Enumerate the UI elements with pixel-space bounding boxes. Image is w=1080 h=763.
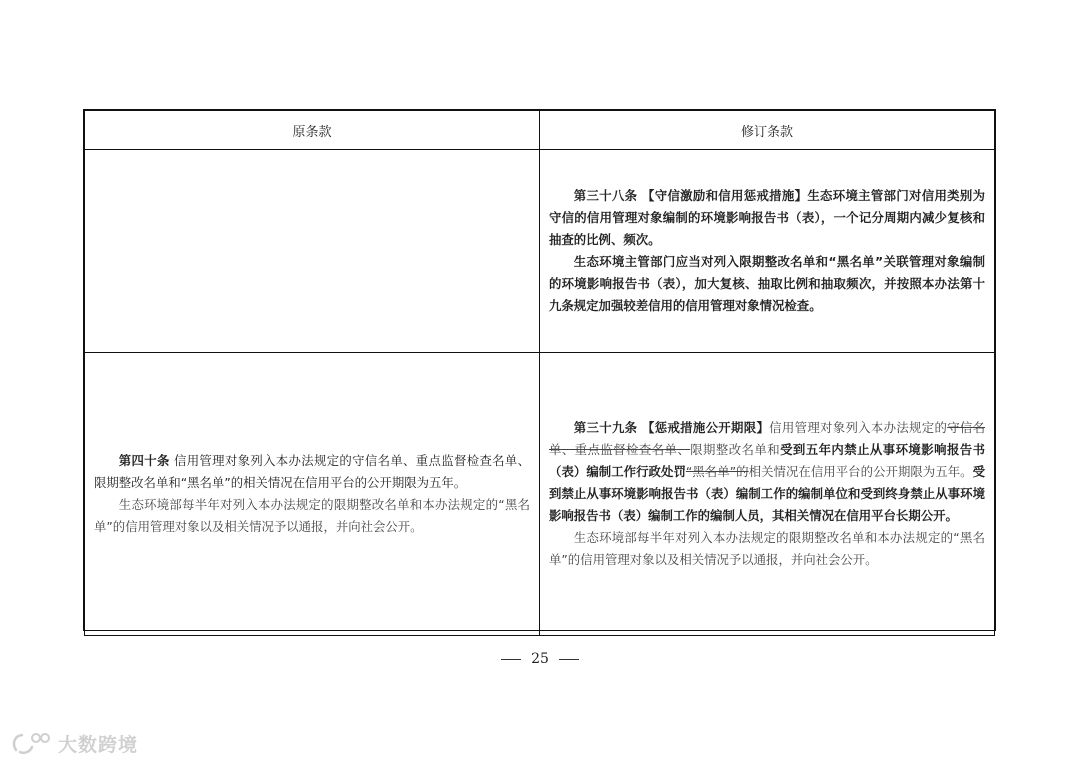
table-row (85, 353, 995, 636)
watermark-text: 大数跨境 (58, 733, 139, 756)
page-number: 25 (531, 651, 549, 667)
article-39-inserted-text-2: 受到禁止从事环境影响报告书（表）编制工作的编制单位和受到终身禁止从事环境影响报告书（表）编制工作的编制人员，其相关情况在信用平台长期公开。 (549, 464, 986, 523)
article-39-text-c: 相关情况在信用平台的公开期限为五年。 (748, 464, 973, 479)
article-39-deleted-text-2: “黑名单”的 (685, 464, 749, 479)
article-39-deleted-text-1: 守信名单、重点监督检查名单、 (549, 420, 986, 457)
row2-revised-cell (540, 353, 995, 636)
article-39-inserted-text-1: 受到五年内禁止从事环境影响报告书（表）编制工作行政处罚 (549, 442, 986, 479)
row1-revised-cell (540, 150, 995, 353)
brand-logo-icon (10, 730, 54, 756)
article-38-paragraph-1 (549, 185, 985, 251)
comparison-table-container (83, 109, 996, 631)
watermark (10, 728, 138, 758)
row2-original-cell (85, 353, 540, 636)
row1-original-cell (85, 150, 540, 353)
page-footer (0, 651, 1080, 667)
article-40-paragraph-1 (94, 450, 530, 494)
article-40-heading: 第四十条 (118, 453, 170, 468)
footer-dash-right (559, 659, 579, 660)
header-original-clauses: 原条款 (85, 111, 540, 150)
table-row (85, 150, 995, 353)
comparison-table (84, 110, 995, 636)
header-revised-clauses: 修订条款 (540, 111, 995, 150)
article-39-paragraph-1 (549, 417, 985, 527)
article-38-text: 生态环境主管部门对信用类别为守信的信用管理对象编制的环境影响报告书（表），一个记分周期内减少复核和抽查的比例、频次。 (549, 188, 985, 247)
article-40-paragraph-2: 生态环境部每半年对列入本办法规定的限期整改名单和本办法规定的“黑名单”的信用管理对象以及相关情况予以通报，并向社会公开。 (94, 497, 530, 534)
article-38-paragraph-2: 生态环境主管部门应当对列入限期整改名单和“黑名单”关联管理对象编制的环境影响报告书（表），加大复核、抽取比例和抽取频次，并按照本办法第十九条规定加强较差信用的信用管理对象情况检查。 (549, 254, 985, 313)
article-39-paragraph-2: 生态环境部每半年对列入本办法规定的限期整改名单和本办法规定的“黑名单”的信用管理对象以及相关情况予以通报，并向社会公开。 (549, 530, 985, 567)
table-header-row (85, 111, 995, 150)
article-39-text-a: 信用管理对象列入本办法规定的 (769, 420, 948, 435)
footer-dash-left (501, 659, 521, 660)
article-38-heading: 第三十八条 【守信激励和信用惩戒措施】 (573, 188, 808, 203)
article-40-text: 信用管理对象列入本办法规定的守信名单、重点监督检查名单、限期整改名单和“黑名单”的相关情况在信用平台的公开期限为五年。 (94, 453, 530, 490)
article-39-text-b: 限期整改名单和 (690, 442, 781, 457)
article-39-heading: 第三十九条 【惩戒措施公开期限】 (573, 420, 770, 435)
